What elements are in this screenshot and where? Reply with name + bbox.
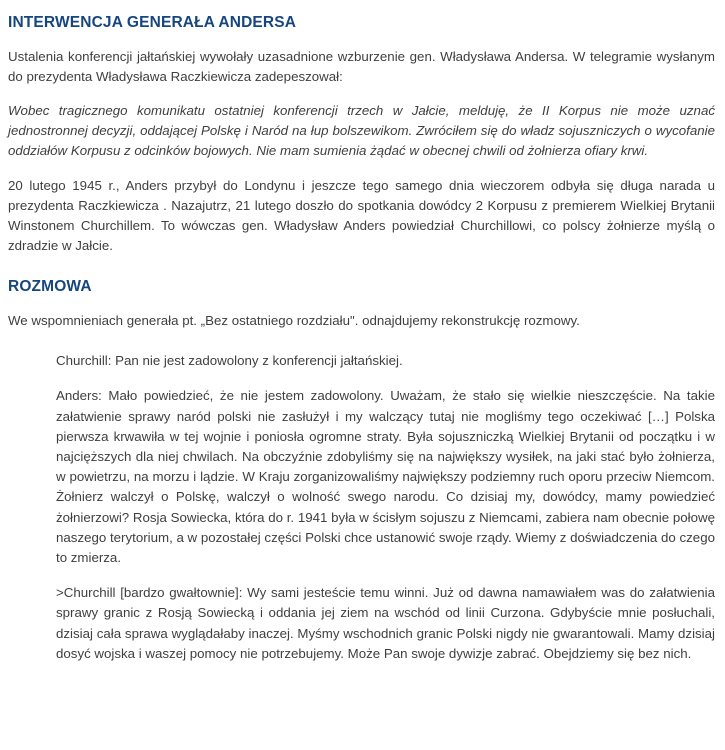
paragraph-london-visit: 20 lutego 1945 r., Anders przybył do Londynu i jeszcze tego samego dnia wieczorem odbyła się długa narada u prezydenta Raczkiewicza . Nazajutrz, 21 lutego doszło do spotkania dowódcy 2 Korpusu z premierem Wielkiej Brytanii Winstonem Churchillem. To wówczas gen. Władysław Anders powiedział Churchillowi, co polscy żołnierze myślą o zdradzie w Jałcie. [8, 177, 715, 254]
quote-churchill-opening: Churchill: Pan nie jest zadowolony z konferencji jałtańskiej. [56, 353, 403, 369]
section-heading-conversation: ROZMOWA [8, 278, 92, 296]
paragraph-memoir-intro: We wspomnieniach generała pt. „Bez ostatniego rozdziału". odnajdujemy rekonstrukcję rozmowy. [8, 313, 580, 329]
section-intervention [8, 14, 715, 256]
quote-block [8, 351, 715, 664]
section-heading-intervention: INTERWENCJA GENERAŁA ANDERSA [8, 14, 297, 31]
quote-anders-reply: Anders: Mało powiedzieć, że nie jestem zadowolony. Uważam, że stało się wielkie nieszczęście. Na takie załatwienie sprawy naród polski nie zasłużył i my walczący tutaj nie mogliśmy tego oczekiwać […] Polska pierwsza krwawiła w tej wojnie i poniosła ogromne straty. Była sojuszniczką Wielkiej Brytanii od początku i w najcięższych dla niej chwilach. Na obczyźnie zdobyliśmy się na największy wysiłek, na jaki stać było żołnierza, w powietrzu, na morzu i lądzie. W Kraju zorganizowaliśmy największy podziemny ruch oporu przeciw Niemcom. Żołnierz walczył o Polskę, walczył o wolność swego narodu. Co dzisiaj my, dowódcy, mamy powiedzieć żołnierzowi? Rosja Sowiecka, która do r. 1941 była w ścisłym sojuszu z Niemcami, zabiera nam obecnie połowę naszego terytorium, a w pozostałej części Polski chce ustanowić swoje rządy. Wiemy z doświadczenia do czego to zmierza. [56, 388, 715, 566]
paragraph-telegram-quote: Wobec tragicznego komunikatu ostatniej konferencji trzech w Jałcie, melduję, że II Korpus nie może uznać jednostronnej decyzji, oddającej Polskę i Naród na łup bolszewikom. Zwróciłem się do władz sojuszniczych o wycofanie oddziałów Korpusu z odcinków bojowych. Nie mam sumienia żądać w obecnej chwili od żołnierza ofiary krwi. [8, 103, 715, 159]
quote-churchill-response: >Churchill [bardzo gwałtownie]: Wy sami jesteście temu winni. Już od dawna namawiałem was do załatwienia sprawy granic z Rosją Sowiecką i oddania jej ziem na wschód od linii Curzona. Gdybyście mnie posłuchali, dzisiaj cała sprawa wyglądałaby inaczej. Myśmy wschodnich granic Polski nigdy nie gwarantowali. Mamy dzisiaj dosyć wojska i waszej pomocy nie potrzebujemy. Może Pan swoje dywizje zabrać. Obejdziemy się bez nich. [56, 585, 715, 661]
section-conversation [8, 278, 715, 664]
paragraph-telegram-intro: Ustalenia konferencji jałtańskiej wywołały uzasadnione wzburzenie gen. Władysława Andersa. W telegramie wysłanym do prezydenta Władysława Raczkiewicza zadepeszował: [8, 48, 715, 84]
